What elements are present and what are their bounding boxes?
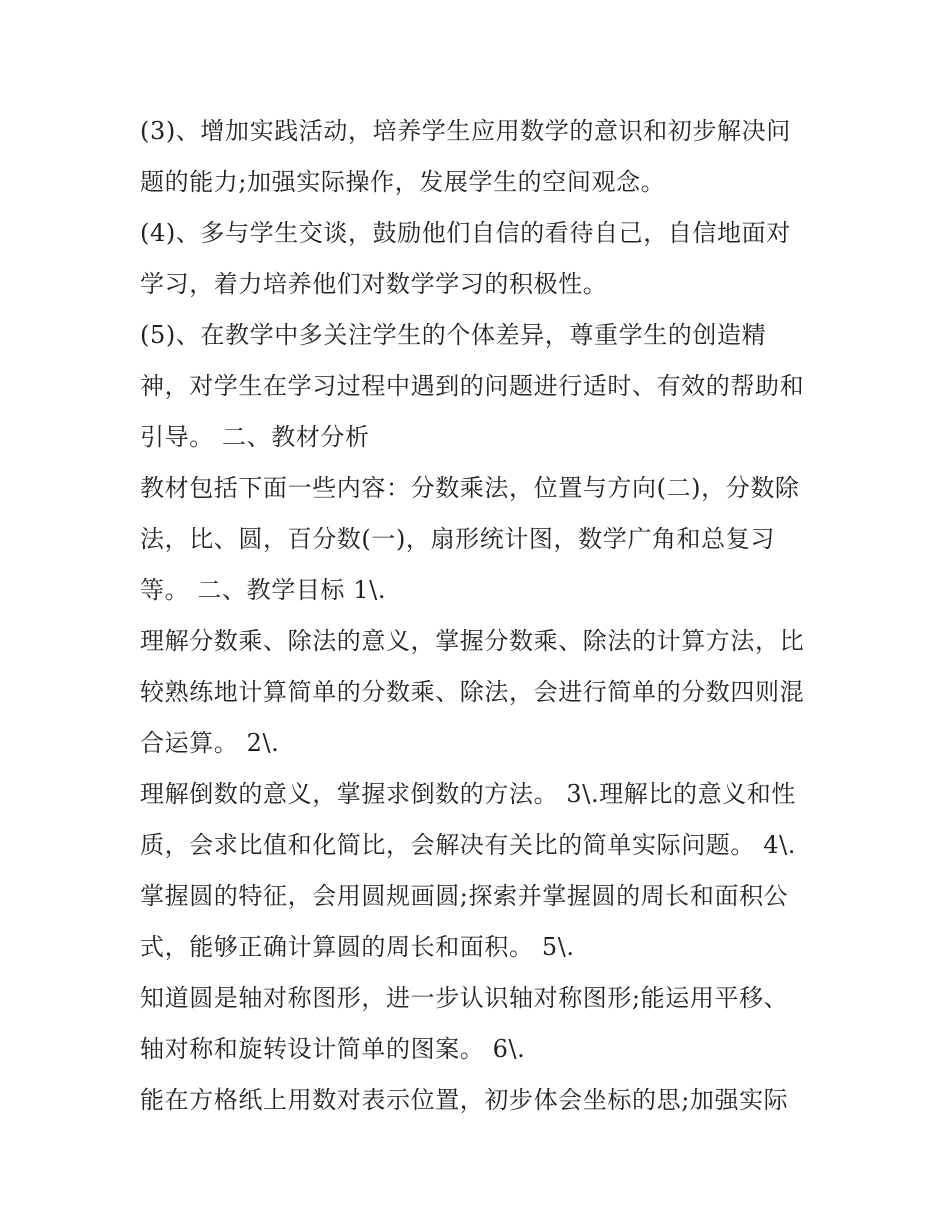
text-line: 知道圆是轴对称图形，进一步认识轴对称图形;能运用平移、 <box>140 984 789 1012</box>
text-line: (5)、在教学中多关注学生的个体差异，尊重学生的创造精 <box>140 321 767 349</box>
text-line: 神，对学生在学习过程中遇到的问题进行适时、有效的帮助和 <box>140 372 805 400</box>
text-line: (4)、多与学生交谈，鼓励他们自信的看待自己，自信地面对 <box>140 219 791 247</box>
text-line: 质，会求比值和化简比，会解决有关比的简单实际问题。 4\. <box>140 831 797 859</box>
text-line: 轴对称和旋转设计简单的图案。 6\. <box>140 1035 526 1063</box>
text-line: 理解倒数的意义，掌握求倒数的方法。 3\.理解比的意义和性 <box>140 780 797 808</box>
text-line: 理解分数乘、除法的意义，掌握分数乘、除法的计算方法，比 <box>140 627 805 655</box>
text-line: 能在方格纸上用数对表示位置，初步体会坐标的思;加强实际 <box>140 1086 789 1114</box>
document-body <box>140 106 820 1126</box>
text-line: 式，能够正确计算圆的周长和面积。 5\. <box>140 933 575 961</box>
text-line: 引导。 二、教材分析 <box>140 423 370 451</box>
text-line: 合运算。 2\. <box>140 729 280 757</box>
text-line: 等。 二、教学目标 1\. <box>140 576 387 604</box>
text-line: 教材包括下面一些内容：分数乘法，位置与方向(二)，分数除 <box>140 474 800 502</box>
text-line: 法，比、圆，百分数(一)，扇形统计图，数学广角和总复习 <box>140 525 775 553</box>
text-line: 学习，着力培养他们对数学学习的积极性。 <box>140 270 608 298</box>
text-line: (3)、增加实践活动，培养学生应用数学的意识和初步解决问 <box>140 117 791 145</box>
text-line: 题的能力;加强实际操作，发展学生的空间观念。 <box>140 168 666 196</box>
text-line: 掌握圆的特征，会用圆规画圆;探索并掌握圆的周长和面积公 <box>140 882 789 910</box>
text-line: 较熟练地计算简单的分数乘、除法，会进行简单的分数四则混 <box>140 678 805 706</box>
